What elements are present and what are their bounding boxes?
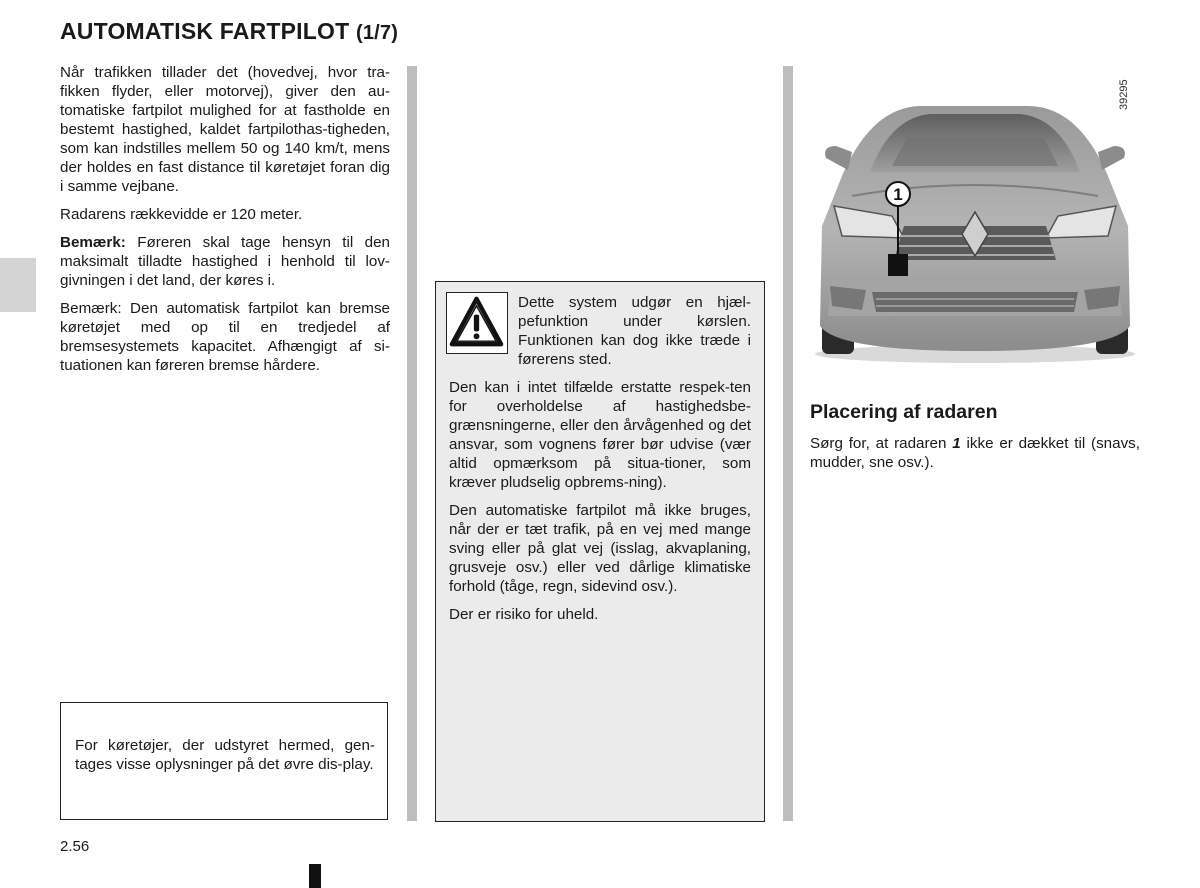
column-divider-right <box>783 66 793 821</box>
warning-body <box>449 378 751 633</box>
warning-paragraph-3: Der er risiko for uheld. <box>449 606 599 623</box>
warning-intro: Dette system udgør en hjæl-pefunktion under kørslen. Funktionen kan dog ikke træde i førerens sted. <box>518 294 751 368</box>
car-front-illustration <box>812 66 1138 364</box>
warning-paragraph-2: Den automatiske fartpilot må ikke bruges, når der er tæt trafik, på en vej med mange sving eller på glat vej (isslag, akvaplaning, grusveje osv.) eller ved dårlige klimatiske forhold (tåge, regn, sidevind osv.). <box>449 502 751 595</box>
radar-sensor <box>888 254 908 276</box>
warning-paragraph-1: Den kan i intet tilfælde erstatte respek-ten for overholdelse af hastighedsbe-grænsningerne, eller den årvågenhed og det ansvar, som vognens fører bør udvise (vær altid opmærksom på situa-tioner, som kræver pludselig opbrems-ning). <box>449 379 751 491</box>
display-note-text: For køretøjer, der udstyret hermed, gen-tages visse oplysninger på det øvre dis-play. <box>75 737 375 773</box>
page-number: 2.56 <box>60 838 90 855</box>
page-edge-marker <box>309 864 321 888</box>
section-heading: Placering af radaren <box>810 401 998 423</box>
title-page-indicator: (1/7) <box>355 22 399 44</box>
radar-text-start: Sørg for, at radaren <box>810 435 953 452</box>
braking-paragraph: Bemærk: Den automatisk fartpilot kan bremse køretøjet med op til en tredjedel af bremsesystemets kapacitet. Afhængigt af si-tuationen kan føreren bremse hårdere. <box>60 300 390 374</box>
right-column-text <box>810 434 1140 472</box>
warning-box <box>435 281 765 822</box>
section-tab <box>0 258 36 312</box>
callout-number: 1 <box>893 185 903 204</box>
title-text: AUTOMATISK FARTPILOT <box>60 18 350 44</box>
radar-reference-number: 1 <box>952 435 961 452</box>
page-title <box>60 18 398 45</box>
note-label: Bemærk: <box>60 234 126 251</box>
warning-triangle-icon <box>446 292 508 354</box>
column-divider-left <box>407 66 417 821</box>
display-note-box <box>60 702 388 820</box>
radar-range-paragraph: Radarens rækkevidde er 120 meter. <box>60 206 303 223</box>
speed-note-text: Føreren skal tage hensyn til den maksimalt tilladte hastighed i henhold til lov-givningen i det land, der køres i. <box>60 234 390 289</box>
radar-text-end: ikke er dækket til (snavs, mudder, sne osv.). <box>810 435 1140 471</box>
left-column <box>60 63 390 384</box>
figure-id: 39295 <box>1118 79 1130 110</box>
speed-note-paragraph <box>60 233 390 290</box>
intro-paragraph: Når trafikken tillader det (hovedvej, hvor tra-fikken flyder, eller motorvej), giver den au-tomatiske fartpilot mulighed for at fastholde en bestemt hastighed, kaldet fartpilothas-tigheden, som kan indstilles mellem 50 og 140 km/t, mens der holdes en fast distance til køretøjet foran dig i samme vejbane. <box>60 64 390 195</box>
